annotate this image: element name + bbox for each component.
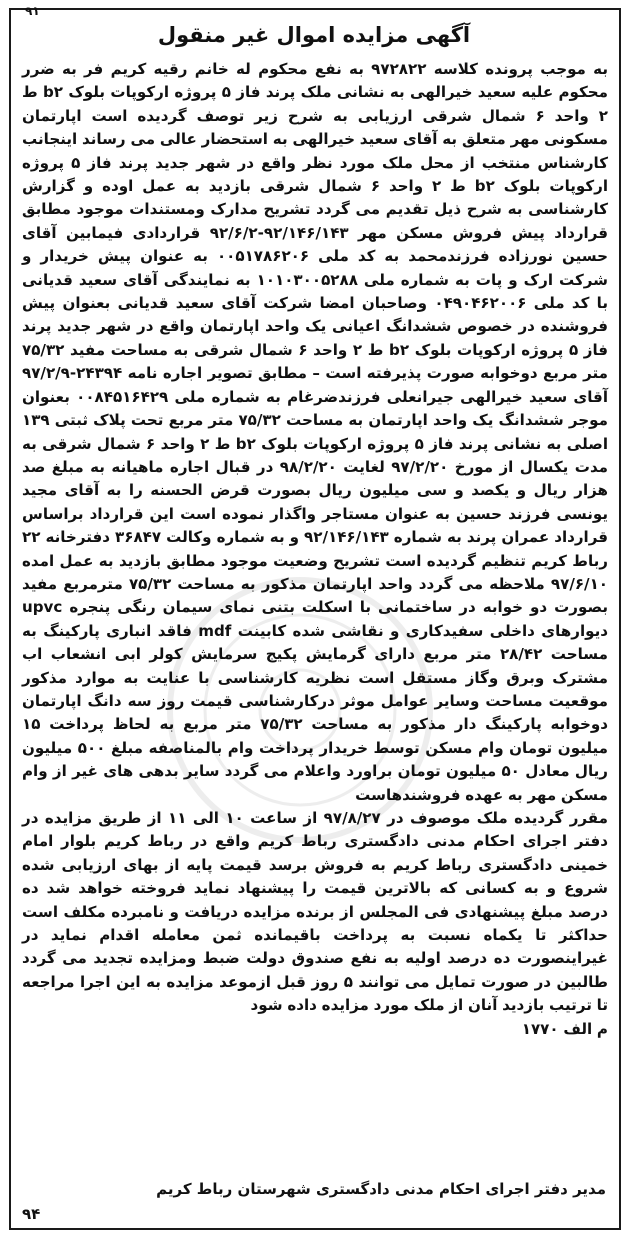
top-page-number: ۹۱ [25,4,40,18]
signature-line: مدیر دفتر اجرای احکام مدنی دادگستری شهرستان رباط کریم [156,1180,606,1198]
reference-code: م الف ۱۷۷۰ [521,1019,608,1038]
page-number: ۹۴ [22,1205,41,1223]
notice-paragraph-2: مقرر گردیده ملک موصوف در ۹۷/۸/۲۷ از ساعت ۱۰ الی ۱۱ از طریق مزایده در دفتر اجرای احکام مدنی دادگستری رباط کریم واقع در رباط کریم بلوار امام خمینی دادگستری رباط کریم به فروش برسد قیمت پایه از بهای ارزیابی شده شروع و به کسانی که بالاترین قیمت را پیشنهاد نماید فروخته خواهد شد ده درصد مبلغ پیشنهادی فی المجلس از برنده مزایده دریافت و نامبرده مکلف است حداکثر تا یکماه نسبت به پرداخت باقیمانده ثمن معامله اقدام نماید در غیراینصورت ده درصد اولیه به نفع صندوق دولت ضبط ومزایده تجدید می گردد طالبین در صورت تمایل می توانند ۵ روز قبل ازموعد مزایده به این اجرا مراجعه تا ترتیب بازدید آنان از ملک مورد مزایده داده شود [22,809,609,1015]
notice-paragraph-1: به موجب پرونده کلاسه ۹۷۲۸۲۲ به نفع محکوم له خانم رقیه کریم فر به ضرر محکوم علیه سعید خیرالهی به نشانی ملک پرند فاز ۵ پروژه ارکوپات بلوک b۲ ط ۲ واحد ۶ شمال شرقی ارزیابی به شرح زیر توصف گردیده است اپارتمان مسکونی مهر متعلق به آقای سعید خیرالهی به استحضار عالی می رساند اینجانب کارشناس منتخب از محل ملک مورد نظر واقع در شهر جدید پرند فاز ۵ پروژه ارکوپات بلوک b۲ ط ۲ واحد ۶ شمال شرقی بازدید به عمل اوده و گزارش کارشناسی به شرح ذیل تقدیم می گردد تشریح مدارک ومستندات موجود مطابق قرارداد پیش فروش مسکن مهر ۹۲/۱۴۶/۱۴۳-۹۲/۶/۲ قراردادی فیمابین آقای حسین نورزاده فرزندمحمد به کد ملی ۰۰۵۱۷۸۶۲۰۶ به عنوان پیش خریدار و شرکت ارک و پات به شماره ملی ۱۰۱۰۳۰۰۵۲۸۸ به نمایندگی آقای سعید قدیانی با کد ملی ۰۴۹۰۴۶۲۰۰۶ وصاحبان امضا شرکت آقای سعید قدیانی بعنوان پیش فروشنده در خصوص ششدانگ اعیانی یک واحد اپارتمان واقع در شهر جدید پرند فاز ۵ پروژه ارکوپات بلوک b۲ ط ۲ واحد ۶ شمال شرقی به مساحت مفید ۷۵/۳۲ متر مربع دوخوابه صورت پذیرفته است – مطابق تصویر اجاره نامه ۲۴۳۹۴-۹۷/۲/۹ آقای سعید خیرالهی جیرانعلی فرزندضرغام به شماره ملی ۰۰۸۴۵۱۶۴۲۹ بعنوان موجر ششدانگ یک واحد اپارتمان به مساحت ۷۵/۳۲ متر مربع تحت پلاک ثبتی ۱۳۹ اصلی به نشانی پرند فاز ۵ پروژه ارکوپات بلوک b۲ ط ۲ واحد ۶ شمال شرقی به مدت یکسال از مورخ ۹۷/۲/۲۰ لغایت ۹۸/۲/۲۰ در قبال اجاره ماهیانه به مبلغ صد هزار ریال و یکصد و سی میلیون ریال بصورت قرض الحسنه را به آقای مجید یونسی فرزند حسین به عنوان مستاجر واگذار نموده است این قرارداد براساس قرارداد عمران پرند به شماره ۹۲/۱۴۶/۱۴۳ و به شماره وکالت ۳۶۸۴۷ دفترخانه ۲۲ رباط کریم تنظیم گردیده است تشریح وضعیت موجود مطابق بازدید به عمل امده ۹۷/۶/۱۰ ملاحظه می گردد واحد اپارتمان مذکور به مساحت ۷۵/۳۲ مترمربع مفید بصورت دو خوابه در ساختمانی با اسکلت بتنی نمای سیمان رنگی پنجره upvc دیوارهای داخلی سفیدکاری و نقاشی شده کابینت mdf فاقد انباری پارکینگ به مساحت ۲۸/۴۲ متر مربع دارای گرمایش پکیج سرمایش کولر ابی انشعاب اب مشترک وبرق وگاز مستقل است نظریه کارشناسی با عنایت به موارد مذکور موقعیت مساحت وسایر عوامل موثر درکارشناسی قیمت روز سه دانگ اپارتمان دوخوابه پارکینگ دار مذکور به مساحت ۷۵/۳۲ متر مربع به لحاظ پرداخت ۱۵ میلیون تومان وام مسکن توسط خریدار پرداخت وام بالمناصفه مبلغ ۵۰۰ میلیون ریال معادل ۵۰ میلیون تومان براورد واعلام می گردد سایر بدهی های غیر از وام مسکن مهر به عهده فروشندهاست [22,60,609,804]
page-title: آگهی مزایده اموال غیر منقول [157,23,471,47]
notice-body [22,58,608,1041]
